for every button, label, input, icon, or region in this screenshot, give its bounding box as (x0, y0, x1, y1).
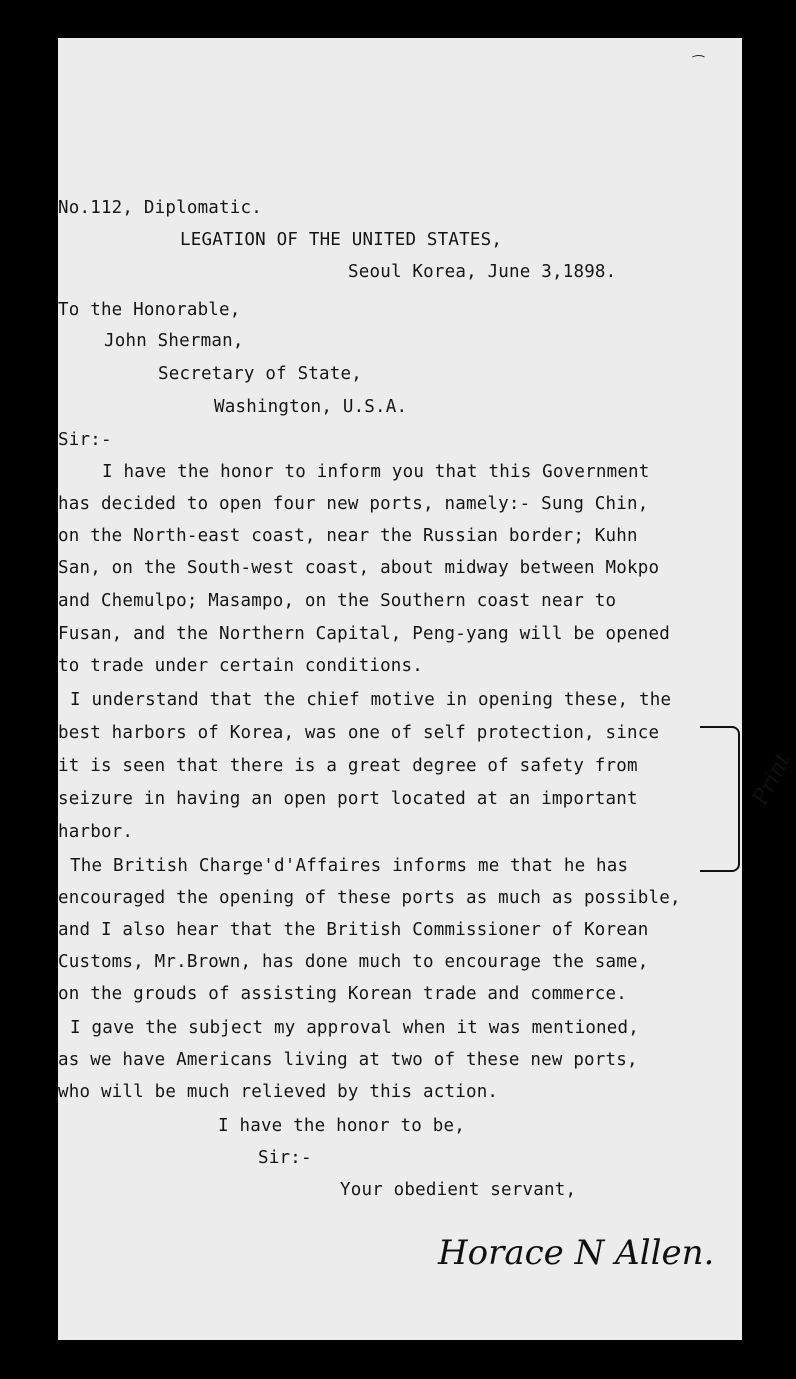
body-line: has decided to open four new ports, namely:- Sung Chin, (58, 494, 649, 514)
address-line-1: To the Honorable, (58, 300, 241, 320)
address-line-4: Washington, U.S.A. (214, 397, 408, 417)
dispatch-number: No.112, Diplomatic. (58, 198, 262, 218)
body-line: harbor. (58, 822, 134, 842)
body-line: San, on the South-west coast, about midway between Mokpo (58, 558, 660, 578)
closing-line-1: I have the honor to be, (218, 1116, 465, 1136)
body-line: to trade under certain conditions. (58, 656, 424, 676)
place-date: Seoul Korea, June 3,1898. (348, 262, 617, 282)
body-line: Customs, Mr.Brown, has done much to encourage the same, (58, 952, 649, 972)
body-line: I gave the subject my approval when it was mentioned, (70, 1018, 640, 1038)
body-line: I have the honor to inform you that this Government (102, 462, 650, 482)
address-line-2: John Sherman, (104, 331, 244, 351)
body-line: on the grouds of assisting Korean trade and commerce. (58, 984, 628, 1004)
legation-heading: LEGATION OF THE UNITED STATES, (180, 230, 503, 250)
address-line-3: Secretary of State, (158, 364, 362, 384)
body-line: and Chemulpo; Masampo, on the Southern coast near to (58, 591, 617, 611)
body-line: best harbors of Korea, was one of self protection, since (58, 723, 660, 743)
pencil-mark: ⁀ (690, 56, 702, 72)
body-line: seizure in having an open port located at an important (58, 789, 638, 809)
body-line: on the North-east coast, near the Russian border; Kuhn (58, 526, 638, 546)
margin-bracket (700, 726, 740, 872)
body-line: The British Charge'd'Affaires informs me that he has (70, 856, 629, 876)
body-line: and I also hear that the British Commissioner of Korean (58, 920, 649, 940)
body-line: it is seen that there is a great degree of safety from (58, 756, 638, 776)
body-line: as we have Americans living at two of these new ports, (58, 1050, 638, 1070)
margin-note-print: Print (748, 749, 796, 810)
signature-text: Horace N Allen. (438, 1233, 715, 1273)
signature (434, 1222, 734, 1282)
closing-line-3: Your obedient servant, (340, 1180, 577, 1200)
letter-page (58, 38, 796, 1340)
closing-line-2: Sir:- (258, 1148, 312, 1168)
salutation: Sir:- (58, 430, 112, 450)
body-line: Fusan, and the Northern Capital, Peng-yang will be opened (58, 624, 670, 644)
body-line: who will be much relieved by this action. (58, 1082, 499, 1102)
body-line: I understand that the chief motive in opening these, the (70, 690, 672, 710)
body-line: encouraged the opening of these ports as much as possible, (58, 888, 681, 908)
